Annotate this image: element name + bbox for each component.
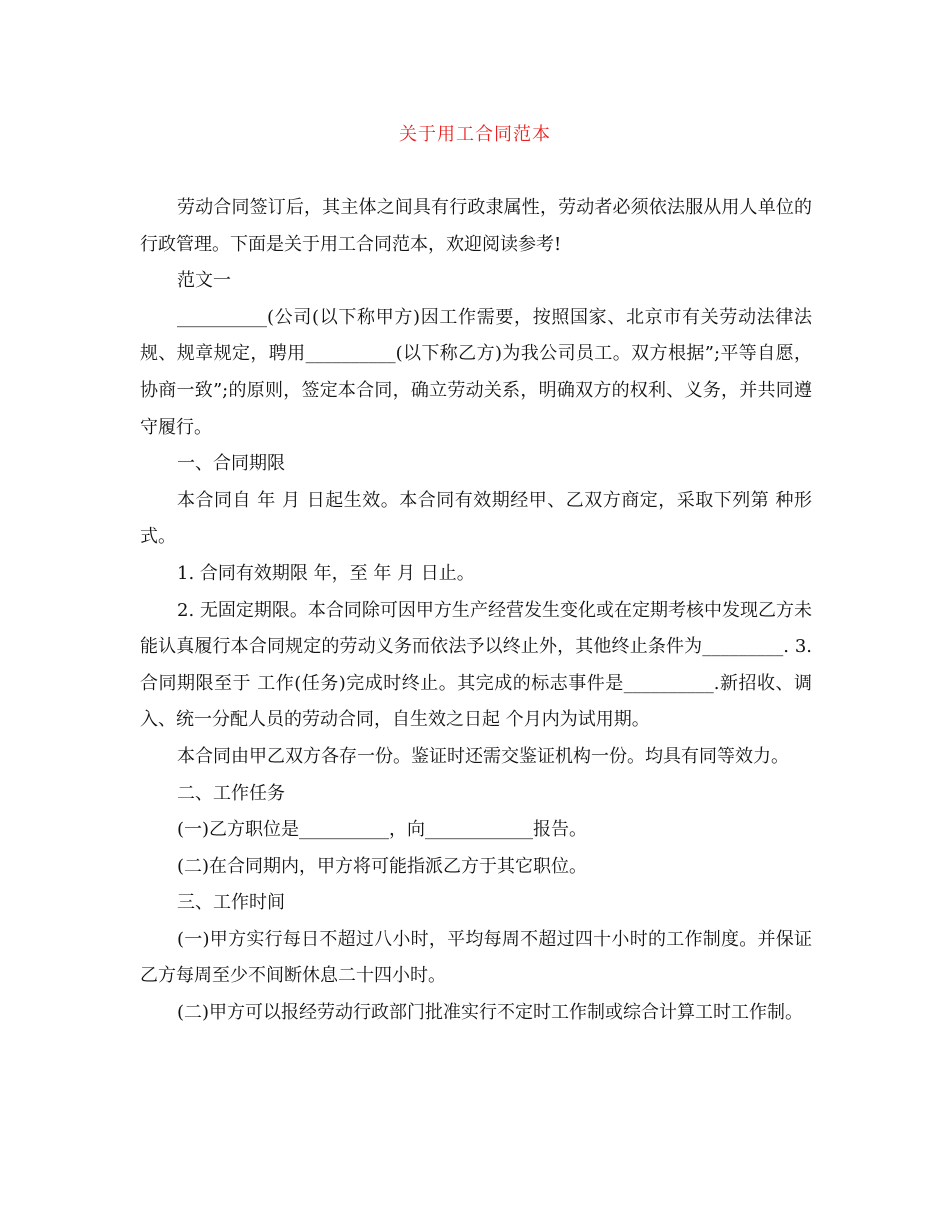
section-heading-hours: 三、工作时间	[177, 892, 285, 914]
section-heading-tasks: 二、工作任务	[177, 782, 285, 804]
paragraph-copies: 本合同由甲乙双方各存一份。鉴证时还需交鉴证机构一份。均具有同等效力。	[177, 745, 789, 767]
paragraph-reassignment: (二)在合同期内，甲方将可能指派乙方于其它职位。	[177, 855, 588, 877]
paragraph-hours-standard: (一)甲方实行每日不超过八小时，平均每周不超过四十小时的工作制度。并保证乙方每周至少不间断休息二十四小时。	[140, 928, 812, 987]
section-heading-term: 一、合同期限	[177, 453, 285, 475]
paragraph-position: (一)乙方职位是__________，向____________报告。	[177, 819, 588, 841]
paragraph-effective-date: 本合同自 年 月 日起生效。本合同有效期经甲、乙双方商定，采取下列第 种形式。	[140, 489, 812, 548]
paragraph-intro: 劳动合同签订后，其主体之间具有行政隶属性，劳动者必须依法服从用人单位的行政管理。下面是关于用工合同范本，欢迎阅读参考!	[140, 197, 812, 255]
document-title: 关于用工合同范本	[399, 124, 551, 145]
paragraph-parties: __________(公司(以下称甲方)因工作需要，按照国家、北京市有关劳动法律法规、规章规定，聘用__________(以下称乙方)为我公司员工。双方根据”;平等自愿，协商一致”;的原则，签定本合同，确立劳动关系，明确双方的权利、义务，并共同遵守履行。	[140, 306, 812, 438]
paragraph-sample-heading: 范文一	[177, 270, 231, 292]
paragraph-hours-flexible: (二)甲方可以报经劳动行政部门批准实行不定时工作制或综合计算工时工作制。	[177, 1002, 804, 1024]
document-body	[140, 190, 812, 1032]
paragraph-term-option-1: 1. 合同有效期限 年，至 年 月 日止。	[177, 562, 475, 584]
paragraph-term-option-2-3: 2. 无固定期限。本合同除可因甲方生产经营发生变化或在定期考核中发现乙方未能认真履行本合同规定的劳动义务而依法予以终止外，其他终止条件为_________. 3. 合同期限至于 工作(任务)完成时终止。其完成的标志事件是__________.新招收、调入、统一分配人员的劳动合同，自生效之日起 个月内为试用期。	[140, 599, 812, 731]
